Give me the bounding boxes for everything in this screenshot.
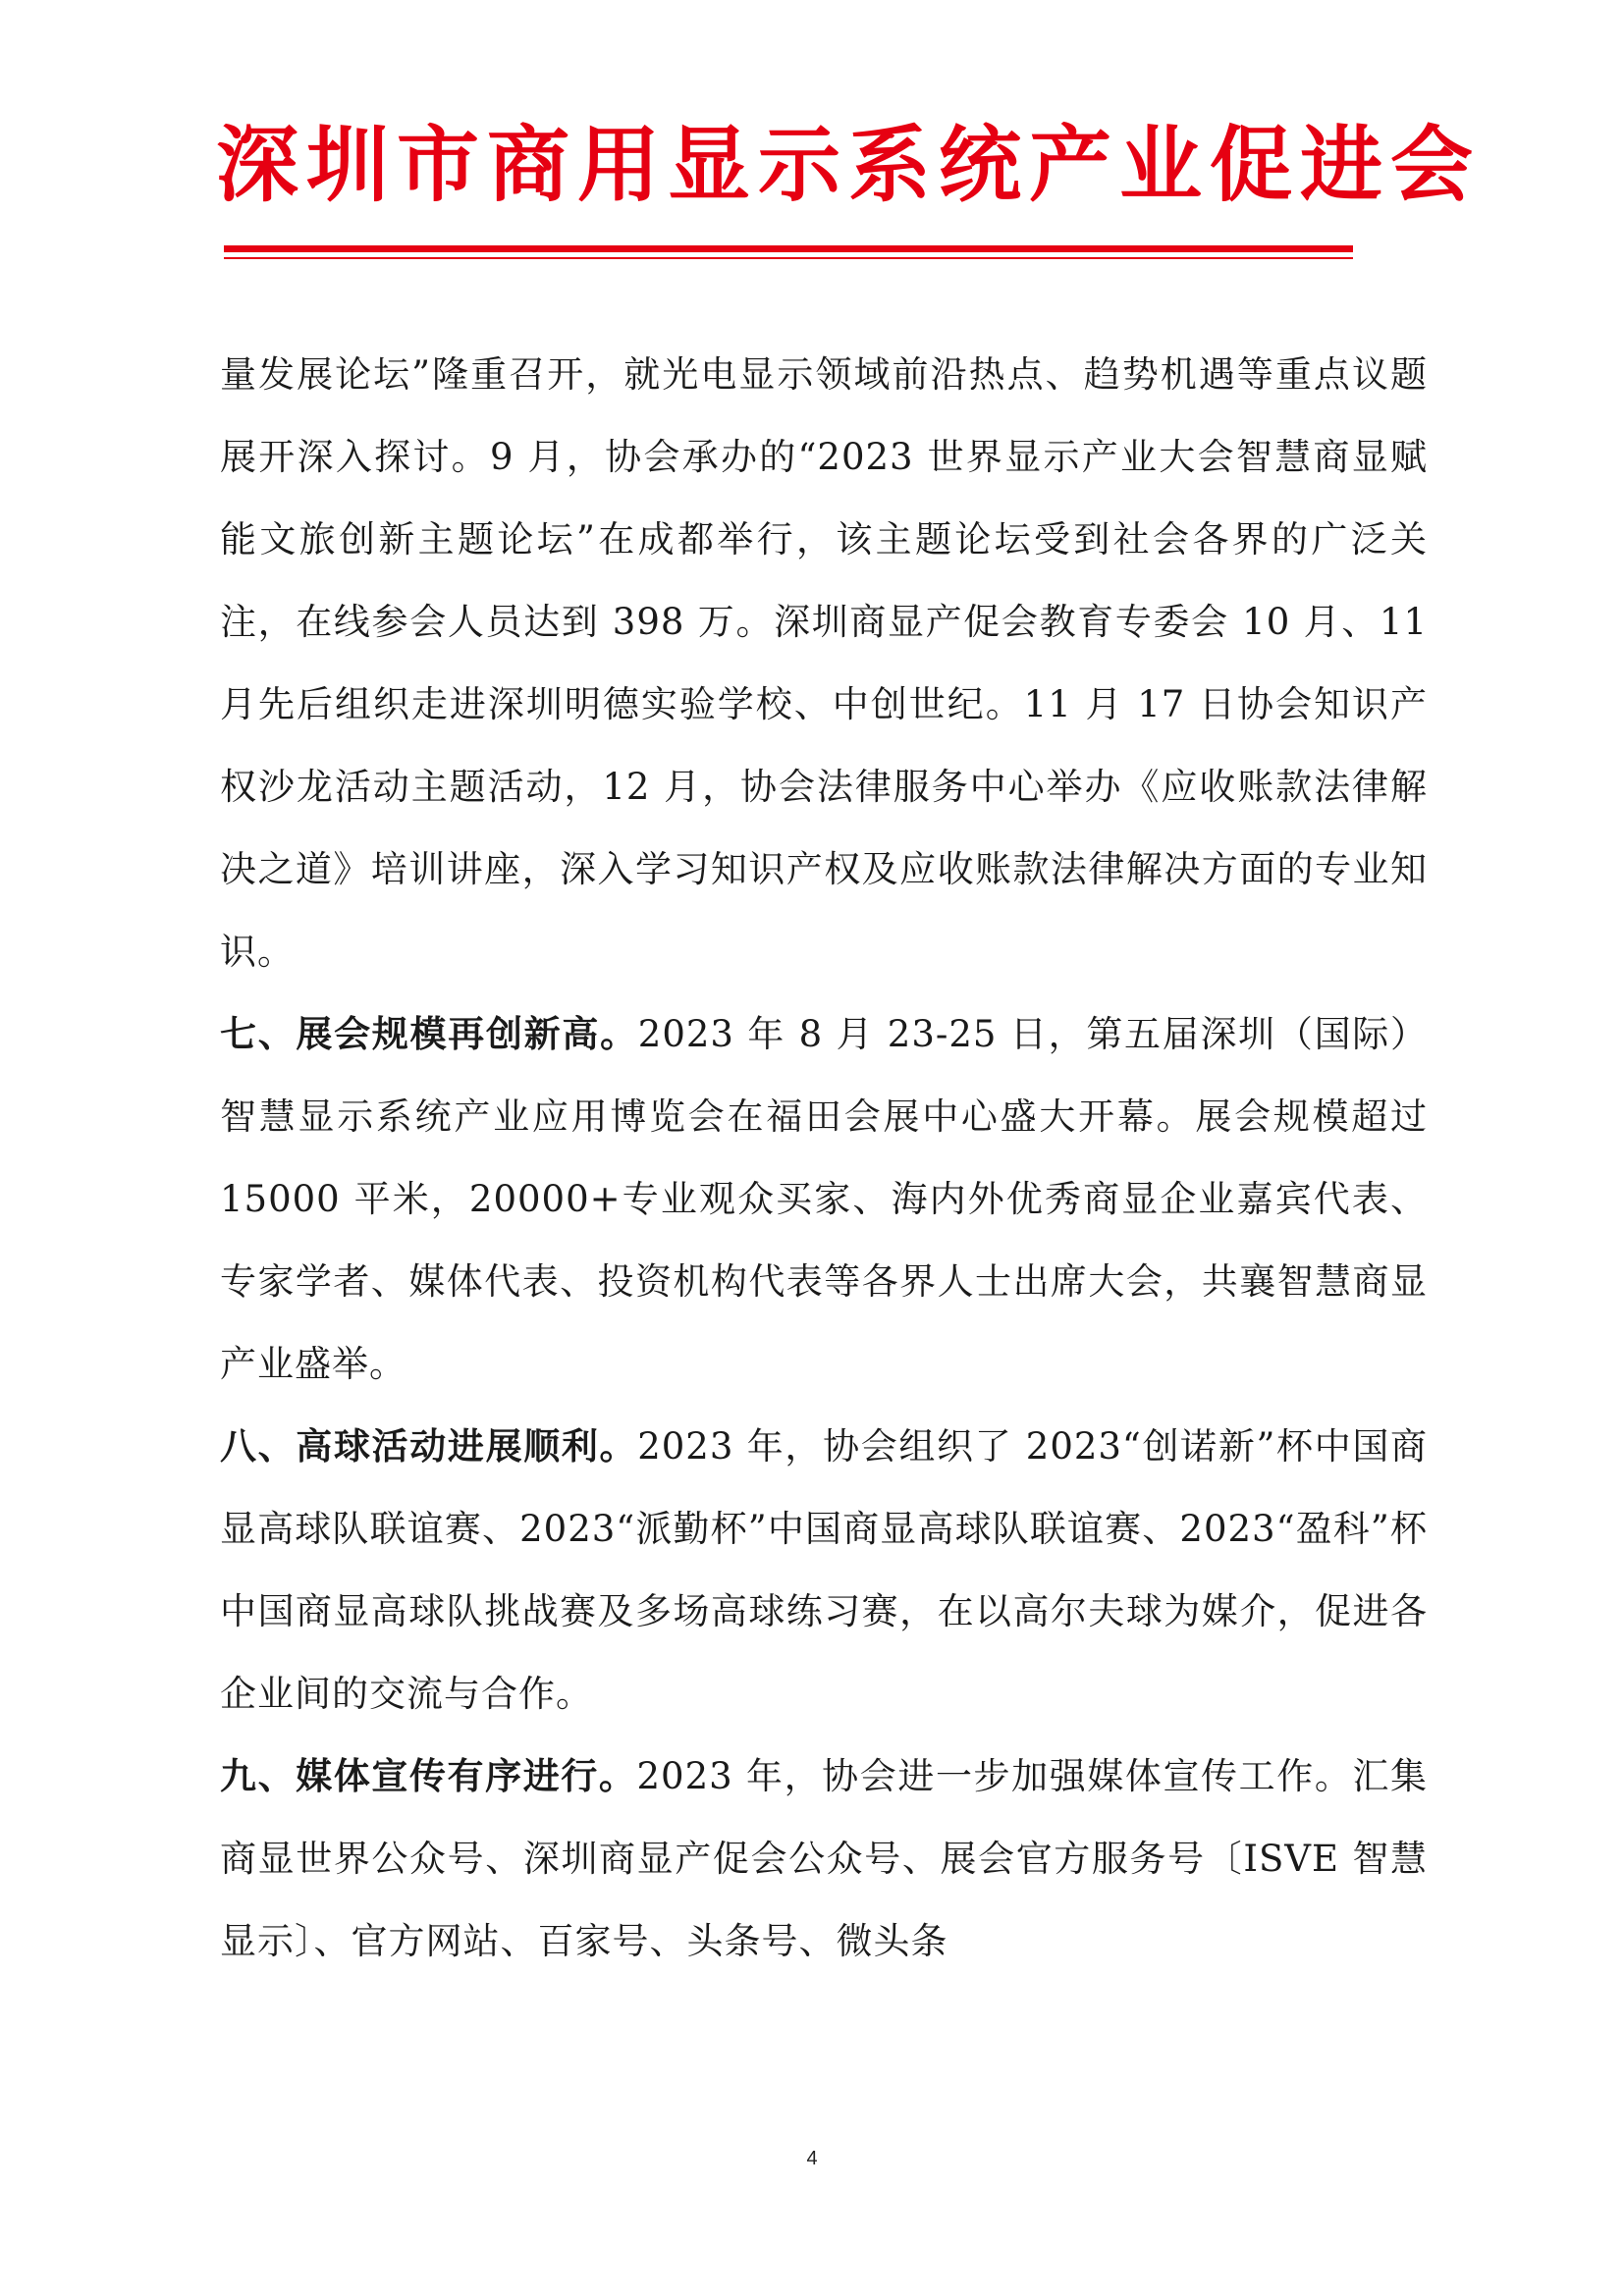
letterhead-rule-thick <box>224 245 1353 252</box>
paragraph-golf <box>220 1406 1428 1735</box>
paragraph-text: 2023 年，协会进一步加强媒体宣传工作。汇集商显世界公众号、深圳商显产促会公众号、展会官方服务号〔ISVE 智慧显示〕、官方网站、百家号、头条号、微头条 <box>220 1755 1428 1962</box>
page-number: 4 <box>806 2148 818 2169</box>
section-heading-exhibition: 七、展会规模再创新高。 <box>220 1013 638 1055</box>
paragraph-exhibition <box>220 993 1428 1406</box>
document-body <box>220 334 1428 1983</box>
paragraph-forums <box>220 334 1428 993</box>
organization-title: 深圳市商用显示系统产业促进会 <box>216 117 1482 213</box>
letterhead <box>216 116 1482 215</box>
paragraph-text: 量发展论坛”隆重召开，就光电显示领域前沿热点、趋势机遇等重点议题展开深入探讨。9 月，协会承办的“2023 世界显示产业大会智慧商显赋能文旅创新主题论坛”在成都举行，该主题论坛受到社会各界的广泛关注，在线参会人员达到 398 万。深圳商显产促会教育专委会 10 月、11 月先后组织走进深圳明德实验学校、中创世纪。11 月 17 日协会知识产权沙龙活动主题活动，12 月，协会法律服务中心举办《应收账款法律解决之道》培训讲座，深入学习知识产权及应收账款法律解决方面的专业知识。 <box>220 353 1428 973</box>
paragraph-text: 2023 年，协会组织了 2023“创诺新”杯中国商显高球队联谊赛、2023“派勤杯”中国商显高球队联谊赛、2023“盈科”杯中国商显高球队挑战赛及多场高球练习赛，在以高尔夫球为媒介，促进各企业间的交流与合作。 <box>220 1425 1428 1715</box>
letterhead-rule-thin <box>224 257 1353 259</box>
paragraph-text: 2023 年 8 月 23-25 日，第五届深圳（国际）智慧显示系统产业应用博览会在福田会展中心盛大开幕。展会规模超过 15000 平米，20000+专业观众买家、海内外优秀商显企业嘉宾代表、专家学者、媒体代表、投资机构代表等各界人士出席大会，共襄智慧商显产业盛举。 <box>220 1013 1428 1385</box>
paragraph-media <box>220 1735 1428 1983</box>
section-heading-media: 九、媒体宣传有序进行。 <box>220 1755 637 1797</box>
section-heading-golf: 八、高球活动进展顺利。 <box>220 1425 638 1468</box>
